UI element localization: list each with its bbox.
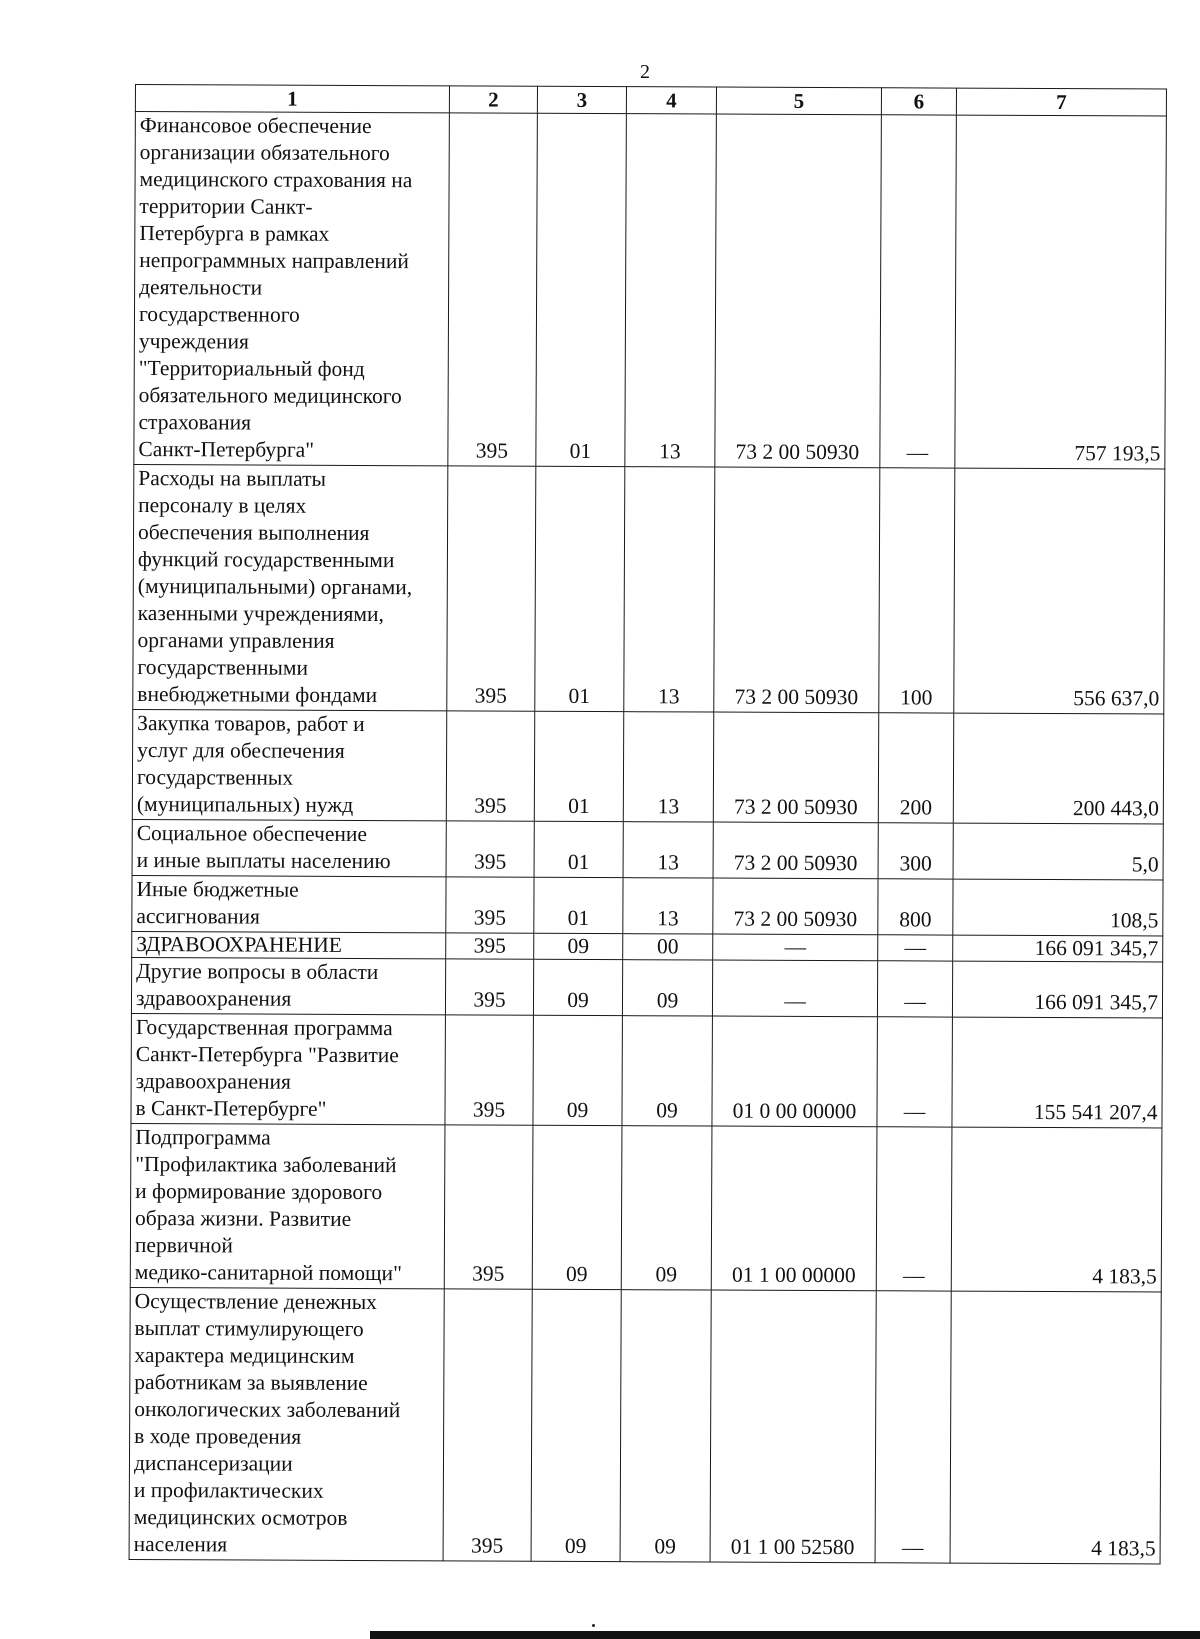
cell-col4: 09 [622,960,712,1016]
cell-col6: 800 [878,879,953,935]
cell-col4: 09 [621,1126,712,1290]
cell-col7: 5,0 [953,823,1163,880]
table-row [131,1013,1162,1127]
cell-col5: 73 2 00 50930 [713,712,878,823]
page-number: 2 [640,61,650,83]
cell-col6: — [877,961,952,1017]
row-name: Финансовое обеспечение организации обязательного медицинского страхования на территории Санкт- Петербурга в рамках непрограммных направлений деятельности государственного учреждения "Территориальный фонд обязательного медицинского страхования Санкт-Петербурга" [134,112,450,466]
cell-col3: 09 [531,1289,621,1561]
cell-col3: 09 [532,1125,622,1289]
cell-col3: 09 [533,959,622,1015]
row-name: Социальное обеспечение и иные выплаты населению [132,819,446,876]
cell-col2: 395 [446,821,534,877]
cell-col5: 01 1 00 52580 [710,1290,876,1563]
cell-col7: 166 091 345,7 [952,961,1162,1018]
table-row [132,709,1163,823]
cell-col6: 100 [879,468,955,713]
cell-col4: 13 [623,712,713,822]
cell-col4: 13 [625,114,717,467]
cell-col5: 73 2 00 50930 [714,467,880,713]
cell-col3: 01 [535,466,625,711]
cell-col3: 09 [534,933,623,959]
cell-col6: — [876,1127,952,1291]
cell-col7: 4 183,5 [950,1291,1161,1564]
cell-col7: 757 193,5 [955,115,1167,469]
cell-col4: 00 [623,934,713,960]
cell-col2: 395 [444,1125,533,1289]
row-name: Другие вопросы в области здравоохранения [131,957,445,1014]
cell-col5: — [713,934,878,961]
cell-col7: 108,5 [953,879,1163,936]
cell-col7: 155 541 207,4 [952,1017,1162,1128]
cell-col7: 200 443,0 [953,713,1163,824]
cell-col4: 13 [624,467,715,712]
cell-col6: — [878,935,953,961]
cell-col3: 01 [534,877,623,933]
table-row [134,112,1167,469]
cell-col2: 395 [446,933,534,959]
cell-col6: 200 [878,713,953,823]
row-name: Государственная программа Санкт-Петербурга "Развитие здравоохранения в Санкт-Петербурге" [131,1013,445,1124]
cell-col7: 166 091 345,7 [953,935,1163,962]
cell-col3: 09 [533,1015,622,1125]
cell-col4: 09 [620,1290,711,1562]
cell-col5: 73 2 00 50930 [713,878,878,935]
cell-col7: 4 183,5 [951,1127,1162,1292]
table-row [132,819,1163,879]
cell-col7: 556 637,0 [954,468,1165,714]
cell-col4: 13 [623,878,713,934]
cell-col6: — [880,115,957,468]
cell-col5: 73 2 00 50930 [715,114,882,468]
page-bottom-edge [370,1631,1200,1639]
table-row [133,464,1165,713]
cell-col2: 395 [448,113,538,466]
cell-col6: — [875,1291,951,1563]
row-name: Осуществление денежных выплат стимулирующего характера медицинским работникам за выявление онкологических заболеваний в ходе проведения диспансеризации и профилактических медицинских осмотров населения [129,1287,444,1560]
table-row [129,1287,1161,1563]
cell-col5: 01 1 00 00000 [711,1126,877,1291]
column-header-1: 1 [135,85,449,113]
cell-col3: 01 [534,821,623,877]
cell-col3: 01 [536,113,627,466]
cell-col5: 73 2 00 50930 [713,822,878,879]
cell-col2: 395 [445,1015,533,1125]
cell-col3: 01 [534,711,623,821]
column-header-6: 6 [881,88,956,115]
cell-col2: 395 [443,1289,532,1561]
row-name: Расходы на выплаты персоналу в целях обеспечения выполнения функций государственными (муниципальными) органами, казенными учреждениями, органами управления государственными внебюджетными фондами [133,464,448,710]
row-name: ЗДРАВООХРАНЕНИЕ [132,931,446,958]
column-header-2: 2 [449,86,537,113]
table-row [132,875,1163,935]
cell-col5: — [712,960,877,1017]
table-row [130,1123,1162,1291]
budget-sheet [129,84,1166,1564]
row-name: Иные бюджетные ассигнования [132,875,446,932]
column-header-7: 7 [956,88,1166,116]
column-header-4: 4 [626,87,716,114]
row-name: Подпрограмма "Профилактика заболеваний и формирование здорового образа жизни. Развитие первичной медико-санитарной помощи" [130,1123,445,1288]
scan-speck [592,1624,595,1627]
table-row [131,957,1162,1017]
cell-col2: 395 [445,959,533,1015]
row-name: Закупка товаров, работ и услуг для обеспечения государственных (муниципальных) нужд [132,709,446,820]
cell-col4: 13 [623,822,713,878]
cell-col6: 300 [878,823,953,879]
budget-table [129,84,1167,1564]
column-header-3: 3 [537,86,626,113]
cell-col5: 01 0 00 00000 [712,1016,877,1127]
cell-col2: 395 [446,711,534,821]
cell-col2: 395 [447,466,536,711]
column-header-5: 5 [716,87,881,115]
cell-col2: 395 [446,877,534,933]
cell-col6: — [877,1017,952,1127]
cell-col4: 09 [622,1016,712,1126]
